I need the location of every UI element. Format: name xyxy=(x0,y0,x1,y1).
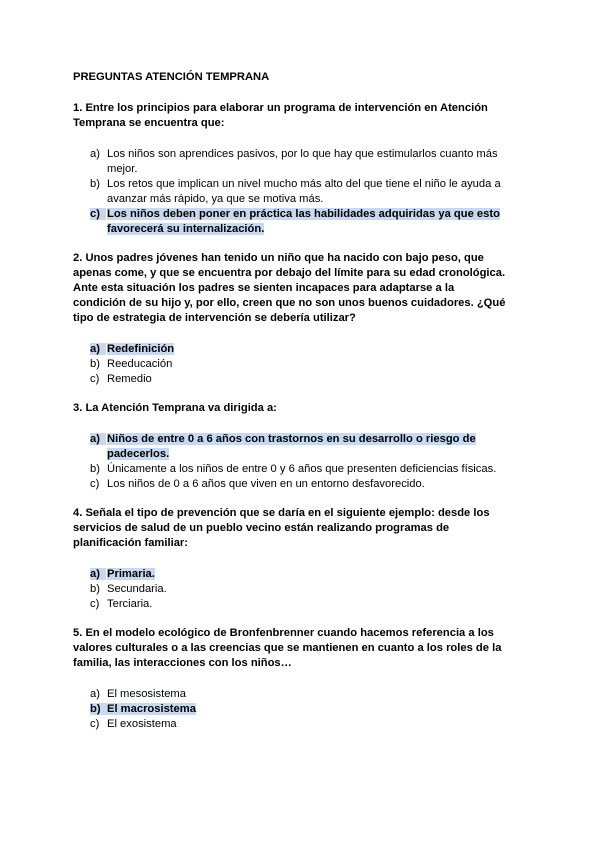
option-b xyxy=(90,462,510,477)
option-letter: a) xyxy=(90,568,106,580)
option-a xyxy=(90,687,510,702)
option-text: El exosistema xyxy=(107,718,177,730)
option-b xyxy=(90,357,510,372)
option-letter: b) xyxy=(90,703,107,715)
option-letter: b) xyxy=(90,358,100,370)
question-text: 3. La Atención Temprana va dirigida a: xyxy=(73,402,277,414)
option-a-correct xyxy=(90,342,510,357)
option-a-correct xyxy=(90,432,510,462)
option-b-correct xyxy=(90,702,510,717)
document-title: PREGUNTAS ATENCIÓN TEMPRANA xyxy=(73,71,270,83)
option-text: Terciaria. xyxy=(107,598,153,610)
option-a xyxy=(90,147,510,177)
option-text: El macrosistema xyxy=(107,703,196,715)
option-text: Niños de entre 0 a 6 años con trastornos en su desarrollo o riesgo de padecerlos. xyxy=(107,433,476,460)
option-c xyxy=(90,597,510,612)
option-letter: c) xyxy=(90,718,100,730)
option-letter: b) xyxy=(90,178,100,190)
option-letter: a) xyxy=(90,688,100,700)
option-text: Los niños deben poner en práctica las habilidades adquiridas ya que esto favorecerá su internalización. xyxy=(107,208,500,235)
options-list xyxy=(73,567,510,612)
option-text: Los niños de 0 a 6 años que viven en un entorno desfavorecido. xyxy=(107,478,425,490)
option-c xyxy=(90,477,510,492)
option-text: Primaria. xyxy=(107,568,155,580)
option-letter: c) xyxy=(90,373,100,385)
option-c xyxy=(90,717,510,732)
question-text: 4. Señala el tipo de prevención que se daría en el siguiente ejemplo: desde los servicios de salud de un pueblo vecino están realizando programas de planificación familiar: xyxy=(73,507,490,549)
question-5 xyxy=(73,626,510,732)
option-letter: a) xyxy=(90,343,106,355)
question-text: 2. Unos padres jóvenes han tenido un niño que ha nacido con bajo peso, que apenas come, y que se encuentra por debajo del límite para su edad cronológica. Ante esta situación los padres se sienten incapaces para adaptarse a la condición de su hijo y, por ello, creen que no son unos buenos cuidadores. ¿Qué tipo de estrategia de intervención se debería utilizar? xyxy=(73,252,506,324)
option-text: Los retos que implican un nivel mucho más alto del que tiene el niño le ayuda a avanzar más rápido, ya que se motiva más. xyxy=(107,178,501,205)
question-4 xyxy=(73,506,510,612)
option-a-correct xyxy=(90,567,510,582)
option-text: Reeducación xyxy=(107,358,173,370)
options-list xyxy=(73,687,510,732)
option-b xyxy=(90,177,510,207)
question-text: 5. En el modelo ecológico de Bronfenbrenner cuando hacemos referencia a los valores culturales o a las creencias que se mantienen en cuanto a los roles de la familia, las interacciones con los niños… xyxy=(73,627,502,669)
option-text: El mesosistema xyxy=(107,688,186,700)
option-b xyxy=(90,582,510,597)
options-list xyxy=(73,147,510,237)
option-letter: c) xyxy=(90,208,106,220)
option-letter: c) xyxy=(90,598,100,610)
option-c xyxy=(90,372,510,387)
options-list xyxy=(73,432,510,492)
question-1 xyxy=(73,101,510,237)
option-text: Únicamente a los niños de entre 0 y 6 años que presenten deficiencias físicas. xyxy=(107,463,497,475)
option-text: Redefinición xyxy=(107,343,175,355)
option-c-correct xyxy=(90,207,510,237)
option-letter: b) xyxy=(90,583,100,595)
question-3 xyxy=(73,401,510,492)
option-letter: a) xyxy=(90,433,106,445)
options-list xyxy=(73,342,510,387)
option-text: Los niños son aprendices pasivos, por lo que hay que estimularlos cuanto más mejor. xyxy=(107,148,498,175)
question-text: 1. Entre los principios para elaborar un programa de intervención en Atención Temprana se encuentra que: xyxy=(73,102,488,129)
option-letter: c) xyxy=(90,478,100,490)
option-letter: b) xyxy=(90,463,100,475)
option-text: Remedio xyxy=(107,373,152,385)
option-letter: a) xyxy=(90,148,100,160)
question-2 xyxy=(73,251,510,387)
option-text: Secundaria. xyxy=(107,583,167,595)
